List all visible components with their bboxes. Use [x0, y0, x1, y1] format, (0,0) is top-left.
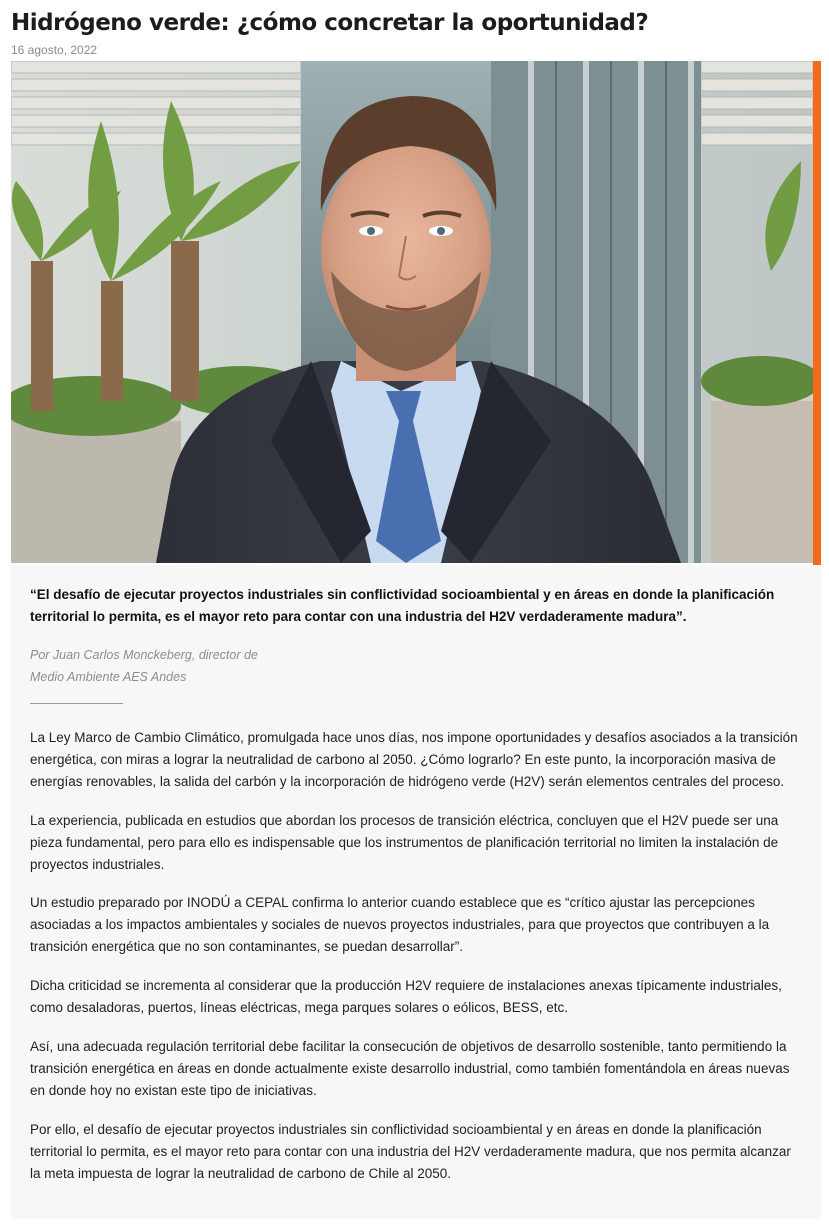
author-portrait-photo	[11, 61, 813, 563]
paragraph-2: La experiencia, publicada en estudios que abordan los procesos de transición eléctrica, concluyen que el H2V puede ser una pieza fundamental, pero para ello es indispensable que los instrumentos de planificación territorial no limiten la instalación de proyectos industriales.	[30, 813, 779, 872]
paragraph-5: Así, una adecuada regulación territorial debe facilitar la consecución de objetivos de desarrollo sostenible, tanto permitiendo la transición energética en áreas en donde actualmente existe desarrollo industrial, como también fomentándola en áreas nuevas en donde hoy no existan este tipo de iniciativas.	[30, 1039, 790, 1098]
paragraph-1: La Ley Marco de Cambio Climático, promulgada hace unos días, nos impone oportunidades y desafíos asociados a la transición energética, con miras a lograr la neutralidad de carbono al 2050. ¿Cómo lograrlo? En este punto, la incorporación masiva de energías renovables, la salida del carbón y la incorporación de hidrógeno verde (H2V) serán elementos centrales del proceso.	[30, 730, 798, 789]
paragraph-6: Por ello, el desafío de ejecutar proyectos industriales sin conflictividad socioambiental y en áreas en donde la planificación territorial lo permita, es el mayor reto para contar con una industria del H2V verdaderamente madura, que nos permita alcanzar la meta impuesta de lograr la neutralidad de carbono de Chile al 2050.	[30, 1122, 791, 1181]
publish-date: 16 agosto, 2022	[11, 43, 98, 57]
portrait-illustration	[11, 61, 813, 563]
paragraph-3: Un estudio preparado por INODÚ a CEPAL confirma lo anterior cuando establece que es “crítico ajustar las percepciones asociadas a los impactos ambientales y sociales de nuevos proyectos industriales, para que proyectos que contribuyen a la transición energética que no son contaminantes, se puedan desarrollar”.	[30, 895, 770, 954]
accent-bar	[813, 61, 821, 565]
paragraph-4: Dicha criticidad se incrementa al considerar que la producción H2V requiere de instalaciones anexas típicamente industriales, como desaladoras, puertos, líneas eléctricas, mega parques solares o eólicos, BESS, etc.	[30, 978, 782, 1015]
lead-quote: “El desafío de ejecutar proyectos industriales sin conflictividad socioambiental y en áreas en donde la planificación territorial lo permita, es el mayor reto para contar con una industria del H2V verdaderamente madura”.	[30, 587, 775, 624]
author-byline	[30, 644, 330, 688]
byline-line-1: Por Juan Carlos Monckeberg, director de	[30, 648, 258, 662]
article-body	[11, 565, 821, 1219]
byline-line-2: Medio Ambiente AES Andes	[30, 670, 187, 684]
article-title: Hidrógeno verde: ¿cómo concretar la oportunidad?	[11, 10, 649, 36]
divider	[30, 703, 123, 704]
